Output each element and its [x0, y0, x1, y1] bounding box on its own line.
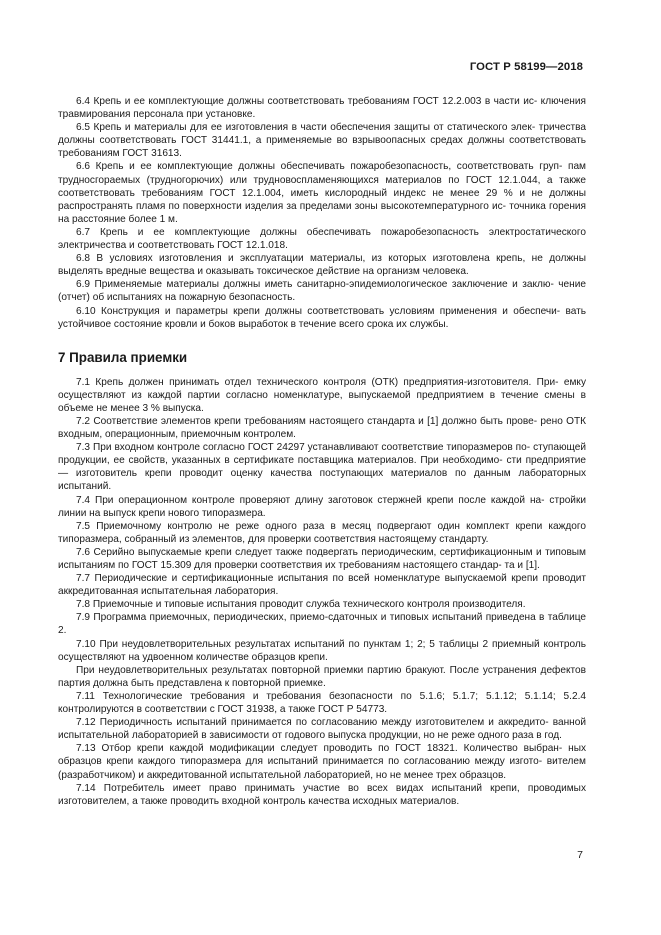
document-body	[58, 95, 586, 808]
paragraph-7-2: 7.2 Соответствие элементов крепи требованиям настоящего стандарта и [1] должно быть прове- рено ОТК входным, операционным, приемочным контролем.	[58, 415, 586, 441]
paragraph-6-5: 6.5 Крепь и материалы для ее изготовления в части обеспечения защиты от статического элек- тричества должны соответствовать ГОСТ 31441.1, а применяемые во взрывоопасных средах должны соответствовать требованиям ГОСТ 31613.	[58, 122, 586, 160]
paragraph-7-10: 7.10 При неудовлетворительных результатах испытаний по пунктам 1; 2; 5 таблицы 2 приемный контроль осуществляют на удвоенном количестве образцов крепи.	[58, 638, 586, 663]
paragraph-7-8: 7.8 Приемочные и типовые испытания проводит служба технического контроля производителя.	[76, 599, 526, 611]
paragraph-7-3: 7.3 При входном контроле согласно ГОСТ 24297 устанавливают соответствие типоразмеров по- ступающей продукции, ее свойств, указанных в сертификате поставщика материалов. При необходимо- сти предприятие — изготовитель крепи проводит оценку качества поступающих материалов по данным лабораторных испытаний.	[58, 442, 586, 493]
section-7-body	[58, 376, 586, 808]
paragraph-7-10-cont: При неудовлетворительных результатах повторной приемки партию бракуют. После устранения дефектов партия должна быть представлена к повторной приемке.	[58, 664, 586, 689]
paragraph-7-7: 7.7 Периодические и сертификационные испытания по всей номенклатуре выпускаемой крепи проводит аккредитованная испытательная лаборатория.	[58, 573, 586, 598]
paragraph-7-5: 7.5 Приемочному контролю не реже одного раза в месяц подвергают один комплект крепи каждого типоразмера, собранный из элементов, для проверки соответствия настоящему стандарту.	[58, 520, 586, 545]
paragraph-7-6: 7.6 Серийно выпускаемые крепи следует также подвергать периодическим, сертификационным и типовым испытаниям по ГОСТ 15.309 для проверки соответствия их требованиям настоящего стандар- та и [1].	[58, 546, 586, 571]
section-7-title: 7 Правила приемки	[58, 349, 188, 365]
section-6-continued	[58, 95, 586, 331]
standard-id-header: ГОСТ Р 58199—2018	[469, 61, 583, 73]
paragraph-6-10: 6.10 Конструкция и параметры крепи должны соответствовать условиям применения и обеспечи- вать устойчивое состояние кровли и боков выработок в течение всего срока их службы.	[58, 305, 586, 330]
paragraph-7-9: 7.9 Программа приемочных, периодических, приемо-сдаточных и типовых испытаний приведена в таблице 2.	[58, 612, 586, 637]
paragraph-7-14: 7.14 Потребитель имеет право принимать участие во всех видах испытаний крепи, проводимых изготовителем, а также проводить входной контроль качества исходных материалов.	[58, 782, 586, 807]
paragraph-7-4: 7.4 При операционном контроле проверяют длину заготовок стержней крепи после каждой на- стройки линии на выпуск крепи нового типоразмера.	[58, 494, 586, 519]
paragraph-7-1: 7.1 Крепь должен принимать отдел технического контроля (ОТК) предприятия-изготовителя. При- емку осуществляют из каждой партии согласно номенклатуре, выпускаемой предприятием в течение смены в объеме не менее 3 % выпуска.	[58, 376, 586, 414]
paragraph-6-4: 6.4 Крепь и ее комплектующие должны соответствовать требованиям ГОСТ 12.2.003 в части ис- ключения травмирования персонала при установке.	[58, 96, 586, 121]
page-number: 7	[577, 849, 583, 861]
paragraph-6-7: 6.7 Крепь и ее комплектующие должны обеспечивать пожаробезопасность электростатического электричества и соответствовать ГОСТ 12.1.018.	[58, 226, 586, 252]
paragraph-7-13: 7.13 Отбор крепи каждой модификации следует проводить по ГОСТ 18321. Количество выбран- ных образцов крепи каждого типоразмера для испытаний принимается по согласованию между изгото- вителем (разработчиком) и аккредитованной испытательной лабораторией, но не менее трех образцов.	[58, 743, 586, 781]
paragraph-6-8: 6.8 В условиях изготовления и эксплуатации материалы, из которых изготовлена крепь, не должны выделять вредные вещества и оказывать токсическое действие на организм человека.	[58, 253, 586, 278]
paragraph-7-11: 7.11 Технологические требования и требования безопасности по 5.1.6; 5.1.7; 5.1.12; 5.1.14; 5.2.4 контролируются в соответствии с ГОСТ 31938, а также ГОСТ Р 54773.	[58, 690, 586, 716]
paragraph-7-12: 7.12 Периодичность испытаний принимается по согласованию между изготовителем и аккредито- ванной испытательной лабораторией в зависимости от годового выпуска продукции, но не реже одного раза в год.	[58, 717, 586, 742]
paragraph-6-6: 6.6 Крепь и ее комплектующие должны обеспечивать пожаробезопасность, соответствовать груп- пам трудносгораемых (трудногорючих) или трудновоспламеняющихся материалов по ГОСТ 12.1.044, а также соответствовать требованиям ГОСТ 12.1.004, иметь кислородный индекс не менее 29 % и не должны распространять пламя по поверхности изделия за пределами зоны высокотемпературного ис- точника горения на расстояние более 1 м.	[58, 161, 586, 225]
paragraph-6-9: 6.9 Применяемые материалы должны иметь санитарно-эпидемиологическое заключение и заклю- чение (отчет) об испытаниях на пожарную безопасность.	[58, 279, 586, 304]
